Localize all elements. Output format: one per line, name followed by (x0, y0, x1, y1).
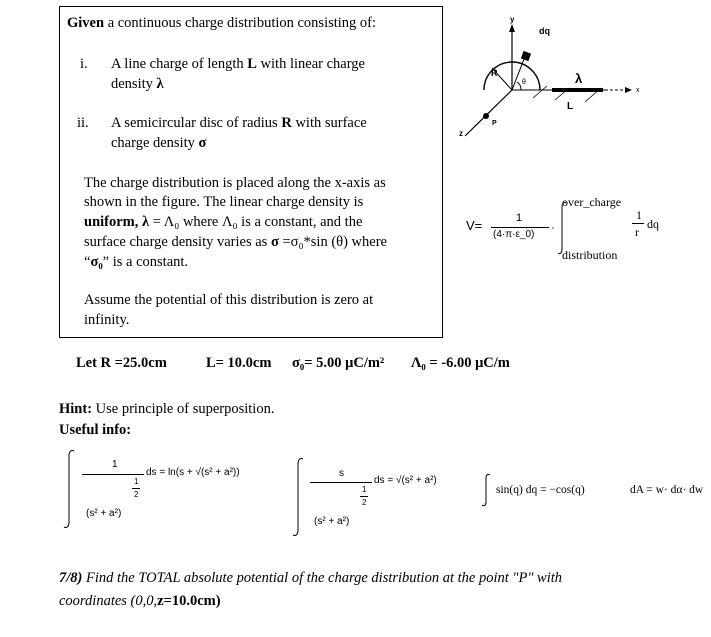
useful-info-label: Useful info: (59, 422, 132, 438)
z-axis (465, 90, 512, 136)
para2-line2: infinity. (84, 312, 130, 328)
item-i-line1: A line charge of length L with linear charge (111, 56, 365, 72)
integral-1-exp-den: 2 (134, 490, 139, 499)
coeff-denominator: (4·π·ε_0) (493, 229, 535, 240)
integral-2-exp-num: 1 (362, 485, 367, 494)
label-theta: θ (522, 79, 526, 86)
integrand-numerator: 1 (636, 208, 642, 222)
label-l: L (567, 101, 574, 112)
label-x: x (636, 87, 640, 94)
coeff-fraction-bar (491, 227, 549, 228)
param-r: Let R =25.0cm (76, 355, 167, 371)
integral-1-exp-num: 1 (134, 477, 139, 486)
integral-2-exp-den: 2 (362, 498, 367, 507)
para1-line3: uniform, λ = Λ₀ where Λ₀ is a constant, and the (84, 214, 363, 230)
label-z: z (459, 129, 463, 138)
point-p (483, 113, 489, 119)
item-i-number: i. (80, 56, 88, 72)
para1-line5: “σ₀” is a constant. (84, 254, 189, 270)
para1-line4: surface charge density varies as σ =σ₀*sin (θ) where (84, 234, 387, 250)
integral-2-denominator: (s² + a²) (314, 516, 350, 527)
item-ii-number: ii. (77, 115, 89, 131)
integrand-denominator: r (635, 225, 639, 239)
integral-1-rhs: ds = ln(s + √(s² + a²)) (146, 467, 240, 478)
area-element: dA = w· dα· dw (630, 484, 704, 496)
upper-limit: over_charge (562, 195, 622, 209)
dq-element (521, 51, 531, 61)
label-dq: dq (539, 26, 550, 36)
integral-2-numerator: s (339, 468, 344, 479)
para1-line2: shown in the figure. The linear charge density is (84, 194, 364, 210)
question-line2: coordinates (0,0,z=10.0cm) (59, 593, 221, 609)
param-lambda: Λ₀ = -6.00 μC/m (411, 355, 510, 371)
coeff-numerator: 1 (516, 212, 523, 224)
integrand-dq: dq (647, 217, 659, 231)
integral-1-denominator: (s² + a²) (86, 508, 122, 519)
integral-1-numerator: 1 (112, 459, 118, 470)
para2-line1: Assume the potential of this distribution is zero at (84, 292, 374, 308)
item-ii-line1: A semicircular disc of radius R with surface (111, 115, 367, 131)
x-axis-arrow (625, 87, 632, 93)
integral-3-sign (480, 472, 492, 508)
label-lambda: λ (575, 71, 583, 86)
integral-2-sign (291, 456, 305, 538)
label-p: P (492, 120, 497, 127)
question-line1: 7/8) Find the TOTAL absolute potential of the charge distribution at the point "P" with (59, 570, 563, 586)
param-l: L= 10.0cm (206, 355, 272, 371)
given-line: Given a continuous charge distribution consisting of: (67, 15, 377, 31)
label-r: R (491, 68, 498, 78)
param-sigma: σ₀= 5.00 μC/m² (292, 355, 385, 371)
item-i-line2: density λ (111, 76, 164, 92)
hint-line: Hint: Use principle of superposition. (59, 401, 275, 417)
v-label: V= (466, 218, 483, 233)
integral-2-fraction-bar (310, 482, 372, 483)
label-y: y (510, 15, 515, 24)
integral-2-exp-bar (360, 496, 368, 497)
y-axis-arrow (509, 24, 515, 32)
lower-limit: distribution (562, 248, 618, 262)
integral-1-fraction-bar (82, 474, 144, 475)
integral-2-rhs: ds = √(s² + a²) (374, 475, 437, 486)
theta-arc (517, 82, 521, 90)
multiply-dot: · (551, 222, 555, 234)
integral-1-sign (62, 448, 76, 530)
para1-line1: The charge distribution is placed along the x-axis as (84, 175, 386, 191)
integral-3: sin(q) dq = −cos(q) (496, 484, 585, 496)
item-ii-line2: charge density σ (111, 135, 207, 151)
charge-distribution-figure (455, 8, 675, 148)
integral-1-exp-bar (132, 488, 140, 489)
